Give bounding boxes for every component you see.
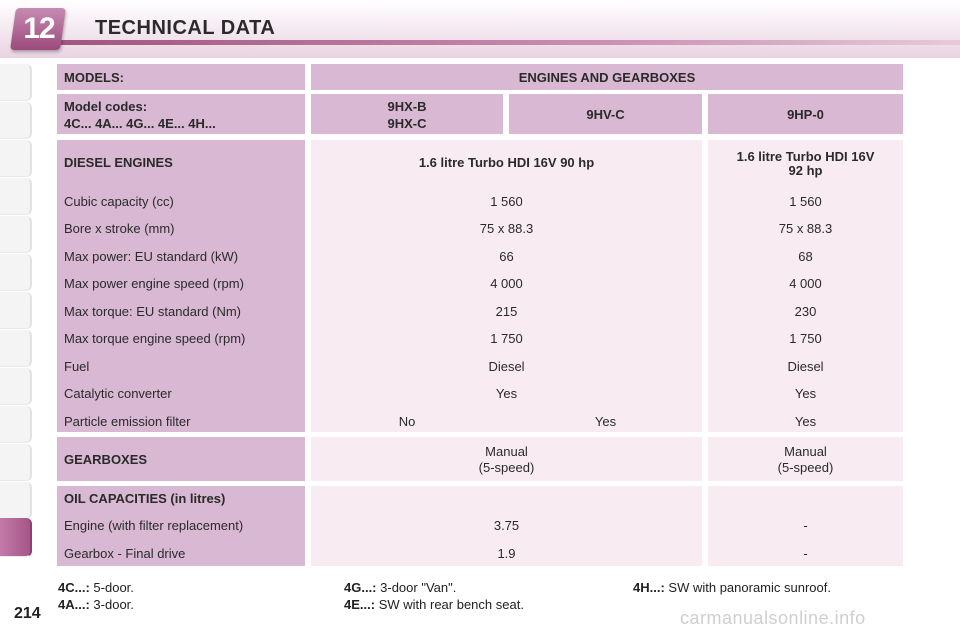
code-9hp-0: 9HP-0 [787, 107, 824, 122]
footnote-text: 3-door "Van". [380, 580, 457, 595]
code-9hx-b: 9HX-B [387, 99, 427, 114]
footnote-code: 4G...: [344, 580, 377, 595]
gearbox-a-speed: (5-speed) [478, 460, 535, 475]
footnote [344, 597, 524, 612]
code-9hv-c: 9HV-C [586, 107, 625, 122]
footnote-code: 4C...: [58, 580, 90, 595]
diesel-engine-a-cell [311, 140, 702, 432]
code-col3-cell [708, 94, 903, 134]
side-tab[interactable] [0, 254, 32, 291]
table-cell: 1 560 [789, 194, 822, 209]
table-cell: Diesel [488, 359, 525, 374]
row-label: Catalytic converter [64, 386, 172, 401]
footnote-text: 3-door. [93, 597, 134, 612]
side-tab[interactable] [0, 178, 32, 215]
oil-a-cell [311, 486, 702, 566]
row-label: Bore x stroke (mm) [64, 221, 175, 236]
gearbox-b-cell [708, 437, 903, 481]
side-tab[interactable] [0, 64, 32, 101]
table-cell: 75 x 88.3 [479, 221, 534, 236]
footnote-text: 5-door. [93, 580, 134, 595]
table-cell: 66 [499, 249, 514, 264]
footnote-code: 4H...: [633, 580, 665, 595]
row-label: Max power: EU standard (kW) [64, 249, 239, 264]
side-tab[interactable] [0, 482, 32, 519]
engine-b-title-2: 92 hp [788, 163, 823, 178]
table-cell: 3.75 [493, 518, 520, 533]
table-cell: 68 [798, 249, 813, 264]
table-cell: Yes [794, 414, 817, 429]
diesel-engines-label: DIESEL ENGINES [64, 155, 173, 170]
side-tab[interactable] [0, 140, 32, 177]
gearbox-b-type: Manual [784, 444, 827, 459]
gearbox-b-speed: (5-speed) [777, 460, 834, 475]
side-tab[interactable] [0, 406, 32, 443]
table-cell: 4 000 [789, 276, 822, 291]
oil-capacities-label: OIL CAPACITIES (in litres) [64, 491, 226, 506]
side-tab[interactable] [0, 444, 32, 481]
page-number: 214 [14, 605, 41, 622]
model-codes-label: Model codes: [64, 99, 148, 114]
footnote [58, 597, 134, 612]
footnote-code: 4E...: [344, 597, 376, 612]
table-cell: 1 750 [789, 331, 822, 346]
gearboxes-label-cell [57, 437, 305, 481]
models-header: MODELS: [64, 70, 124, 85]
row-label: Gearbox - Final drive [64, 546, 186, 561]
table-cell: 75 x 88.3 [778, 221, 833, 236]
gearbox-a-cell [311, 437, 702, 481]
oil-labels-cell [57, 486, 305, 566]
code-col1-cell [311, 94, 503, 134]
table-cell: Yes [495, 386, 518, 401]
table-cell: 230 [794, 304, 817, 319]
header-line [60, 40, 960, 45]
row-label: Max torque engine speed (rpm) [64, 331, 246, 346]
side-tab[interactable] [0, 216, 32, 253]
side-tab[interactable] [0, 330, 32, 367]
watermark: carmanualsonline.info [680, 608, 866, 628]
gearboxes-label: GEARBOXES [64, 452, 148, 467]
footnote [344, 580, 456, 595]
chapter-number: 12 [23, 12, 55, 45]
code-col2-cell [509, 94, 702, 134]
table-cell: Diesel [787, 359, 824, 374]
diesel-engine-b-cell [708, 140, 903, 432]
page-title: TECHNICAL DATA [95, 17, 276, 39]
side-tab[interactable] [0, 102, 32, 139]
footnote-code: 4A...: [58, 597, 90, 612]
footnote [633, 580, 831, 595]
row-label: Particle emission filter [64, 414, 191, 429]
table-cell: No [398, 414, 416, 429]
engines-header-cell [311, 64, 903, 90]
side-tabs [0, 60, 32, 580]
side-tab[interactable] [0, 368, 32, 405]
side-tab-active[interactable] [0, 518, 32, 557]
code-9hx-c: 9HX-C [387, 116, 427, 131]
footnote-text: SW with rear bench seat. [378, 597, 524, 612]
gearbox-a-type: Manual [485, 444, 528, 459]
side-tab[interactable] [0, 292, 32, 329]
row-label: Engine (with filter replacement) [64, 518, 244, 533]
row-label: Max power engine speed (rpm) [64, 276, 244, 291]
table-cell: 1.9 [497, 546, 516, 561]
table-cell: Yes [594, 414, 617, 429]
row-label: Cubic capacity (cc) [64, 194, 174, 209]
table-cell: 1 560 [490, 194, 523, 209]
table-cell: - [803, 518, 808, 533]
footnote [58, 580, 134, 595]
table-cell: Yes [794, 386, 817, 401]
model-codes-list: 4C... 4A... 4G... 4E... 4H... [64, 116, 216, 131]
engines-header: ENGINES AND GEARBOXES [518, 70, 696, 85]
table-cell: 215 [495, 304, 518, 319]
model-codes-cell [57, 94, 305, 134]
table-cell: - [803, 546, 808, 561]
row-label: Max torque: EU standard (Nm) [64, 304, 242, 319]
models-header-cell [57, 64, 305, 90]
row-label: Fuel [64, 359, 90, 374]
table-cell: 1 750 [490, 331, 523, 346]
diesel-labels-cell [57, 140, 305, 432]
footnote-text: SW with panoramic sunroof. [668, 580, 831, 595]
table-cell: 4 000 [490, 276, 523, 291]
oil-b-cell [708, 486, 903, 566]
engine-a-title: 1.6 litre Turbo HDI 16V 90 hp [418, 155, 595, 170]
engine-b-title: 1.6 litre Turbo HDI 16V [736, 149, 875, 164]
